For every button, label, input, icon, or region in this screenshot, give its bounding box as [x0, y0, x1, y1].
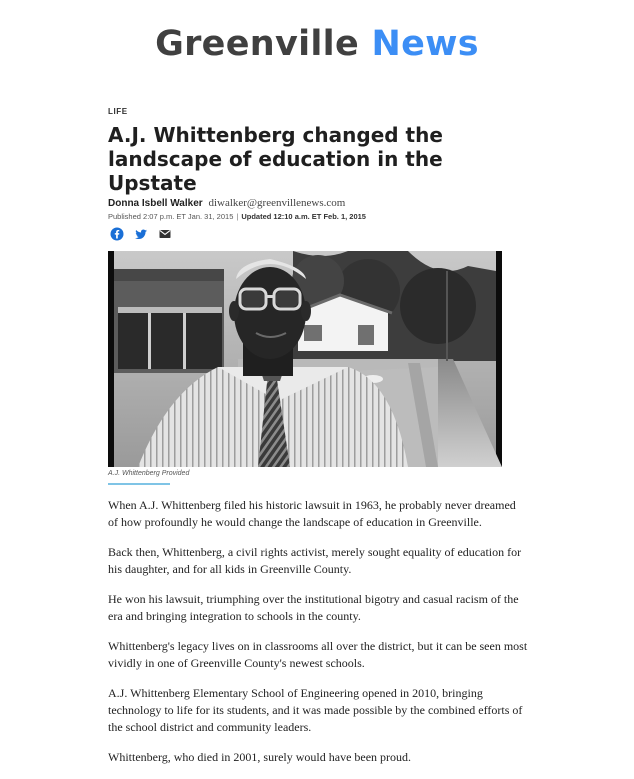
- caption-credit: Provided: [161, 470, 190, 477]
- section-label[interactable]: LIFE: [108, 107, 128, 116]
- email-icon[interactable]: [158, 227, 172, 241]
- byline: [108, 197, 345, 209]
- masthead-name-part2: News: [371, 24, 479, 64]
- paragraph: A.J. Whittenberg Elementary School of Engineering opened in 2010, bringing technology to life for its students, and it was made possible by the combined efforts of the school district and community leaders.: [108, 686, 523, 734]
- caption-divider: [108, 483, 170, 485]
- masthead-logo[interactable]: [0, 24, 634, 64]
- paragraph: Back then, Whittenberg, a civil rights activist, merely sought equality of education for his daughter, and for all kids in Greenville County.: [108, 545, 522, 576]
- date-separator: |: [236, 212, 239, 221]
- photo-caption: [108, 470, 189, 477]
- updated-date: 12:10 a.m. ET Feb. 1, 2015: [273, 212, 366, 221]
- paragraph: When A.J. Whittenberg filed his historic lawsuit in 1963, he probably never dreamed of how profoundly he would change the landscape of education in Greenville.: [108, 498, 516, 529]
- caption-subject: A.J. Whittenberg: [108, 470, 160, 477]
- twitter-icon[interactable]: [134, 227, 148, 241]
- author-email[interactable]: diwalker@greenvillenews.com: [208, 197, 346, 209]
- share-bar: [110, 227, 172, 241]
- paragraph: He won his lawsuit, triumphing over the institutional bigotry and casual racism of the era and bringing integration to schools in the county.: [108, 592, 519, 623]
- paragraph: Whittenberg, who died in 2001, surely would have been proud.: [108, 750, 412, 764]
- updated-label: Updated: [241, 212, 272, 221]
- facebook-icon[interactable]: [110, 227, 124, 241]
- paragraph: Whittenberg's legacy lives on in classrooms all over the district, but it can be seen most vividly in one of Greenville County's newest schools.: [108, 639, 528, 670]
- dateline: [108, 212, 366, 221]
- article-body: [108, 497, 528, 779]
- author-name[interactable]: Donna Isbell Walker: [108, 198, 203, 209]
- masthead-name-part1: Greenville: [155, 24, 360, 64]
- article-headline: A.J. Whittenberg changed the landscape of education in the Upstate: [108, 123, 443, 195]
- published-date: Published 2:07 p.m. ET Jan. 31, 2015: [108, 212, 234, 221]
- article-photo[interactable]: [108, 251, 502, 467]
